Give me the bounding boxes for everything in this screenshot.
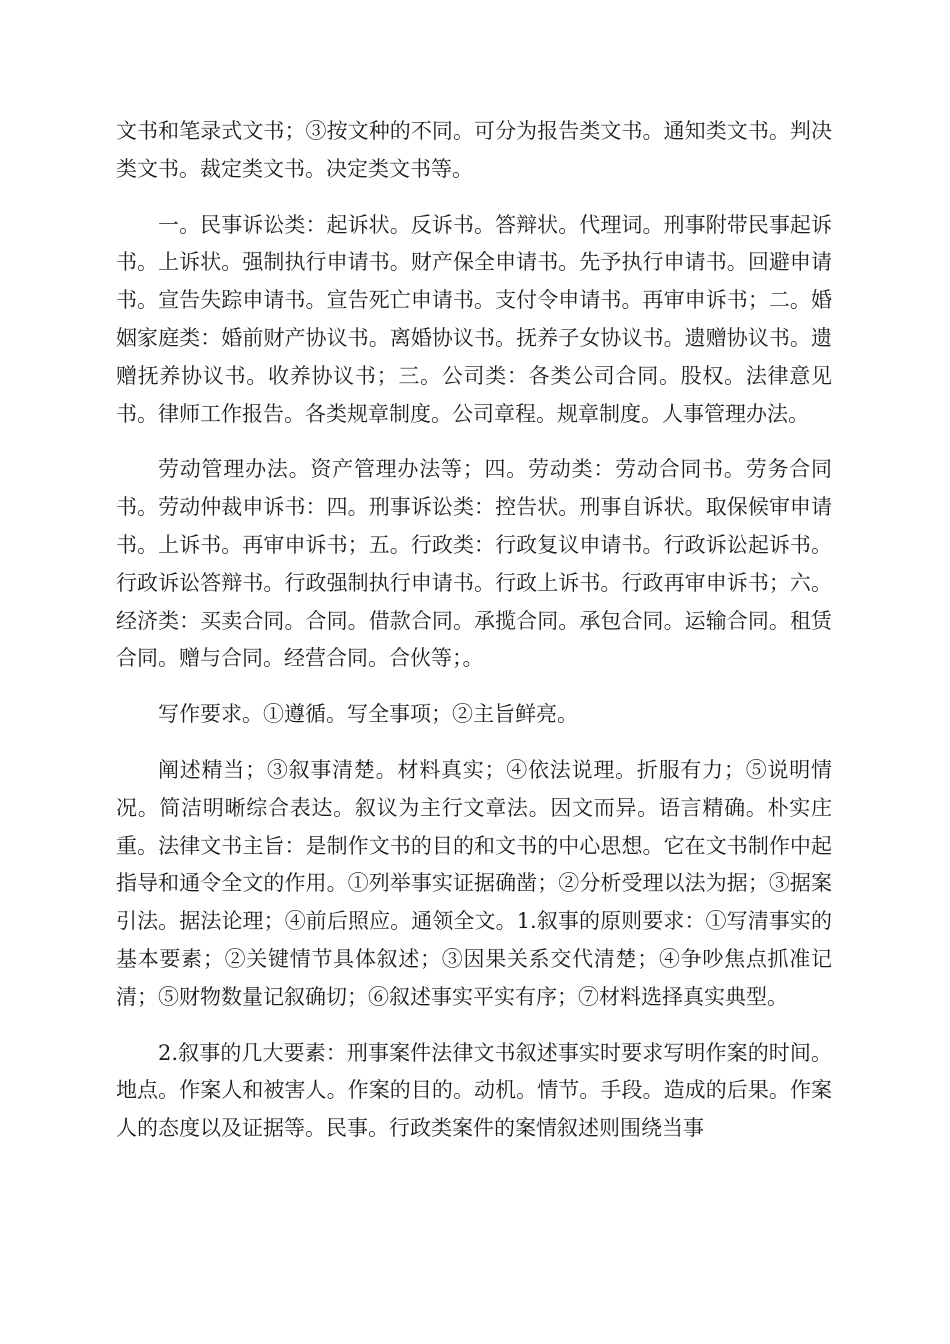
paragraph-1: 文书和笔录式文书；③按文种的不同。可分为报告类文书。通知类文书。判决类文书。裁定类文书。决定类文书等。 [116, 119, 832, 181]
paragraph-5: 阐述精当；③叙事清楚。材料真实；④依法说理。折服有力；⑤说明情况。简洁明晰综合表达。叙议为主行文章法。因文而异。语言精确。朴实庄重。法律文书主旨：是制作文书的目的和文书的中心思想。它在文书制作中起指导和通令全文的作用。①列举事实证据确凿；②分析受理以法为据；③据案引法。据法论理；④前后照应。通领全文。1.叙事的原则要求：①写清事实的基本要素；②关键情节具体叙述；③因果关系交代清楚；④争吵焦点抓准记清；⑤财物数量记叙确切；⑥叙述事实平实有序；⑦材料选择真实典型。 [116, 757, 832, 1009]
document-body [116, 113, 832, 1166]
paragraph-3: 劳动管理办法。资产管理办法等；四。劳动类：劳动合同书。劳务合同书。劳动仲裁申诉书：四。刑事诉讼类：控告状。刑事自诉状。取保候审申请书。上诉书。再审申诉书；五。行政类：行政复议申请书。行政诉讼起诉书。行政诉讼答辩书。行政强制执行申请书。行政上诉书。行政再审申诉书；六。经济类：买卖合同。合同。借款合同。承揽合同。承包合同。运输合同。租赁合同。赠与合同。经营合同。合伙等；。 [116, 457, 832, 671]
paragraph-2: 一。民事诉讼类：起诉状。反诉书。答辩状。代理词。刑事附带民事起诉书。上诉状。强制执行申请书。财产保全申请书。先予执行申请书。回避申请书。宣告失踪申请书。宣告死亡申请书。支付令申请书。再审申诉书；二。婚姻家庭类：婚前财产协议书。离婚协议书。抚养子女协议书。遗赠协议书。遗赠抚养协议书。收养协议书；三。公司类：各类公司合同。股权。法律意见书。律师工作报告。各类规章制度。公司章程。规章制度。人事管理办法。 [116, 212, 832, 426]
paragraph-6: 2.叙事的几大要素：刑事案件法律文书叙述事实时要求写明作案的时间。地点。作案人和被害人。作案的目的。动机。情节。手段。造成的后果。作案人的态度以及证据等。民事。行政类案件的案情叙述则围绕当事 [116, 1040, 832, 1141]
paragraph-4: 写作要求。①遵循。写全事项；②主旨鲜亮。 [158, 702, 578, 727]
